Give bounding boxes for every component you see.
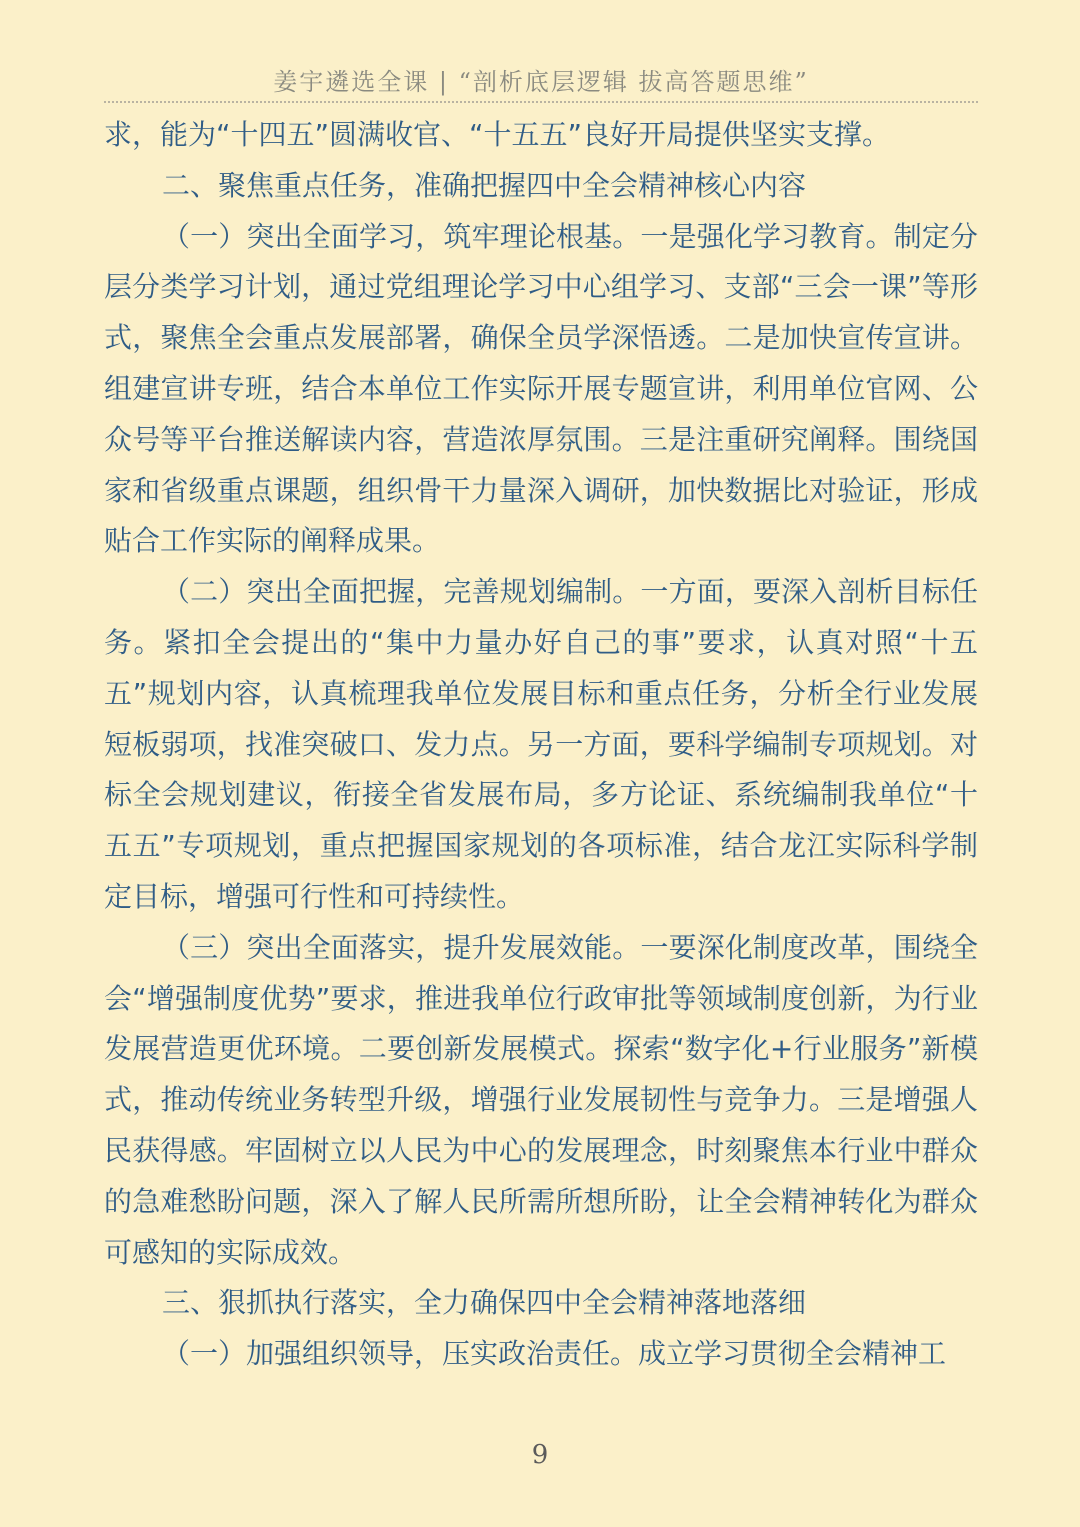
paragraph-implementation: （三）突出全面落实，提升发展效能。一要深化制度改革，围绕全会“增强制度优势”要求，推进我单位行政审批等领域制度创新，为行业发展营造更优环境。二要创新发展模式。探索“数字化+行业服务”新模式，推动传统业务转型升级，增强行业发展韧性与竞争力。三是增强人民获得感。牢固树立以人民为中心的发展理念，时刻聚焦本行业中群众的急难愁盼问题，深入了解人民所需所想所盼，让全会精神转化为群众可感知的实际成效。 [104, 930, 978, 1269]
header-divider [104, 101, 978, 103]
paragraph-planning: （二）突出全面把握，完善规划编制。一方面，要深入剖析目标任务。紧扣全会提出的“集中力量办好自己的事”要求，认真对照“十五五”规划内容，认真梳理我单位发展目标和重点任务，分析全行业发展短板弱项，找准突破口、发力点。另一方面，要科学编制专项规划。对标全会规划建议，衔接全省发展布局，多方论证、系统编制我单位“十五五”专项规划，重点把握国家规划的各项标准，结合龙江实际科学制定目标，增强可行性和可持续性。 [104, 575, 978, 913]
document-body [104, 110, 978, 1380]
paragraph-study: （一）突出全面学习，筑牢理论根基。一是强化学习教育。制定分层分类学习计划，通过党组理论学习中心组学习、支部“三会一课”等形式，聚焦全会重点发展部署，确保全员学深悟透。二是加快宣传宣讲。组建宣讲专班，结合本单位工作实际开展专题宣讲，利用单位官网、公众号等平台推送解读内容，营造浓厚氛围。三是注重研究阐释。围绕国家和省级重点课题，组织骨干力量深入调研，加快数据比对验证，形成贴合工作实际的阐释成果。 [104, 219, 978, 558]
section-heading-two: 二、聚焦重点任务，准确把握四中全会精神核心内容 [162, 168, 807, 202]
section-heading-three: 三、狠抓执行落实，全力确保四中全会精神落地落细 [162, 1286, 807, 1320]
page-number: 9 [531, 1440, 549, 1470]
paragraph-leadership: （一）加强组织领导，压实政治责任。成立学习贯彻全会精神工 [162, 1337, 947, 1371]
document-header: 姜宇遴选全课 | “剖析底层逻辑 拔高答题思维” [273, 68, 809, 96]
paragraph-continuation: 求，能为“十四五”圆满收官、“十五五”良好开局提供坚实支撑。 [104, 118, 891, 151]
